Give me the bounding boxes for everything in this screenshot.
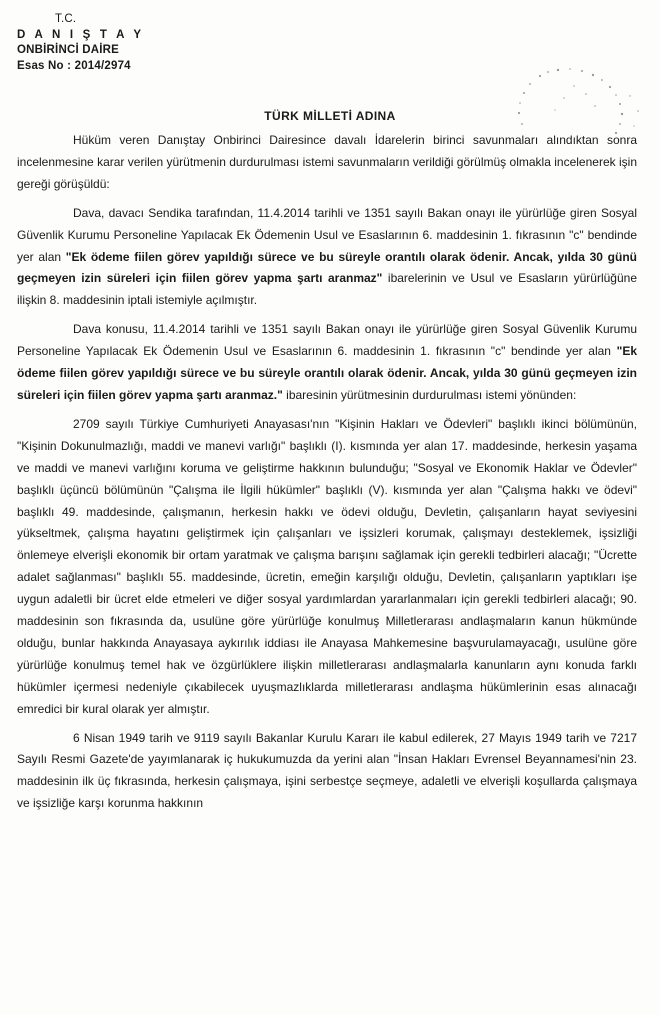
bold-quote-segment: "Ek ödeme fiilen görev yapıldığı sürece ve bu süreyle orantılı olarak ödenir. Ancak, yılda 30 günü geçmeyen izin süreleri için fiilen görev yapma şartı aranmaz"	[17, 249, 637, 286]
document-body	[17, 130, 637, 815]
paragraph	[17, 414, 637, 721]
paragraph	[17, 728, 637, 816]
header-case-number: Esas No : 2014/2974	[17, 59, 131, 72]
paragraph	[17, 203, 637, 313]
document-title: TÜRK MİLLETİ ADINA	[264, 109, 396, 123]
header-chamber: ONBİRİNCİ DAİRE	[17, 44, 120, 56]
text-segment: ibaresinin yürütmesinin durdurulması istemi yönünden:	[282, 387, 577, 402]
text-segment: 6 Nisan 1949 tarih ve 9119 sayılı Bakanlar Kurulu Kararı ile kabul edilerek, 27 Mayıs 1949 tarih ve 7217 Sayılı Resmi Gazete'de yayımlanarak iç hukukumuzda da yerini alan "İnsan Hakları Evrensel Beyannamesi'nin 23. maddesinin ilk üç fıkrasında, herkesin çalışmaya, işini serbestçe seçmeye, adaletli ve elverişli koşullarda çalışmaya ve işsizliğe karşı korunma hakkının	[17, 730, 637, 811]
text-segment: ibarelerinin ve Usul ve Esasların yürürlüğüne ilişkin 8. maddesinin iptali istemiyle açılmıştır.	[17, 271, 637, 308]
court-header	[17, 12, 144, 74]
header-court-name: D A N I Ş T A Y	[17, 28, 145, 41]
text-segment: Hüküm veren Danıştay Onbirinci Dairesince davalı İdarelerin birinci savunmaları alındıktan sonra incelenmesine karar verilen yürütmenin durdurulması istemi savunmaların verildiği görülmüş olmakla incelenerek işin gereği görüşüldü:	[17, 133, 637, 191]
text-segment: 2709 sayılı Türkiye Cumhuriyeti Anayasası'nın "Kişinin Hakları ve Ödevleri" başlıklı ikinci bölümünün, "Kişinin Dokunulmazlığı, maddi ve manevi varlığı" başlıklı (I). kısmında yer alan 17. maddesinde, herkesin yaşama ve maddi ve manevi varlığını koruma ve geliştirme hakkının bulunduğu; "Sosyal ve Ekonomik Haklar ve Ödevler" başlıklı üçüncü bölümünün "Çalışma ile İlgili hükümler" başlıklı (V). kısmında yer alan "Çalışma hakkı ve ödevi" başlıklı 49. maddesinde, çalışmanın, herkesin hakkı ve ödevi olduğu, Devletin, çalışanların hayat seviyesini yükseltmek, çalışma hayatını geliştirmek için çalışanları ve işsizleri korumak, çalışmayı desteklemek, işsizliği önlemeye elverişli ekonomik bir ortam yaratmak ve çalışma barışını sağlamak için gerekli tedbirleri alacağı; "Ücrette adalet sağlanması" başlıklı 55. maddesinde, ücretin, emeğin karşılığı olduğu, Devletin, çalışanların yaptıkları işe uygun adaletli bir ücret elde etmeleri ve diğer sosyal yardımlardan yararlanmaları için gerekli tedbirleri alacağı; 90. maddesinin son fıkrasında da, usulüne göre yürürlüğe konulmuş Milletlerarası andlaşmaların kanun hükmünde olduğu, bunlar hakkında Anayasaya aykırılık iddiası ile Anayasa Mahkemesine başvurulamayacağı, usulüne göre yürürlüğe konulmuş temel hak ve özgürlüklere ilişkin milletlerarası andlaşmalarla kanunların aynı konuda farklı hükümler içermesi nedeniyle çıkabilecek uyuşmazlıklarda milletlerarası andlaşma hükümlerinin esas alınacağı emredici bir kural olarak yer almıştır.	[17, 416, 637, 716]
paragraph	[17, 130, 637, 196]
text-segment: Dava, davacı Sendika tarafından, 11.4.2014 tarihli ve 1351 sayılı Bakan onayı ile yürürlüğe giren Sosyal Güvenlik Kurumu Personeline Yapılacak Ek Ödemenin Usul ve Esaslarının 6. maddesinin 1. fıkrasının "c" bendinde yer alan	[17, 205, 637, 264]
text-segment: Dava konusu, 11.4.2014 tarihli ve 1351 sayılı Bakan onayı ile yürürlüğe giren Sosyal Güvenlik Kurumu Personeline Yapılacak Ek Ödemenin Usul ve Esaslarının 6. maddesinin 1. fıkrasının "c" bendinde yer alan	[17, 322, 637, 359]
bold-quote-segment: "Ek ödeme fiilen görev yapıldığı sürece ve bu süreyle orantılı olarak ödenir. Ancak, yılda 30 günü geçmeyen izin süreleri için fiilen görev yapma şartı aranmaz."	[17, 344, 637, 402]
header-tc: T.C.	[55, 13, 77, 25]
paragraph	[17, 319, 637, 407]
